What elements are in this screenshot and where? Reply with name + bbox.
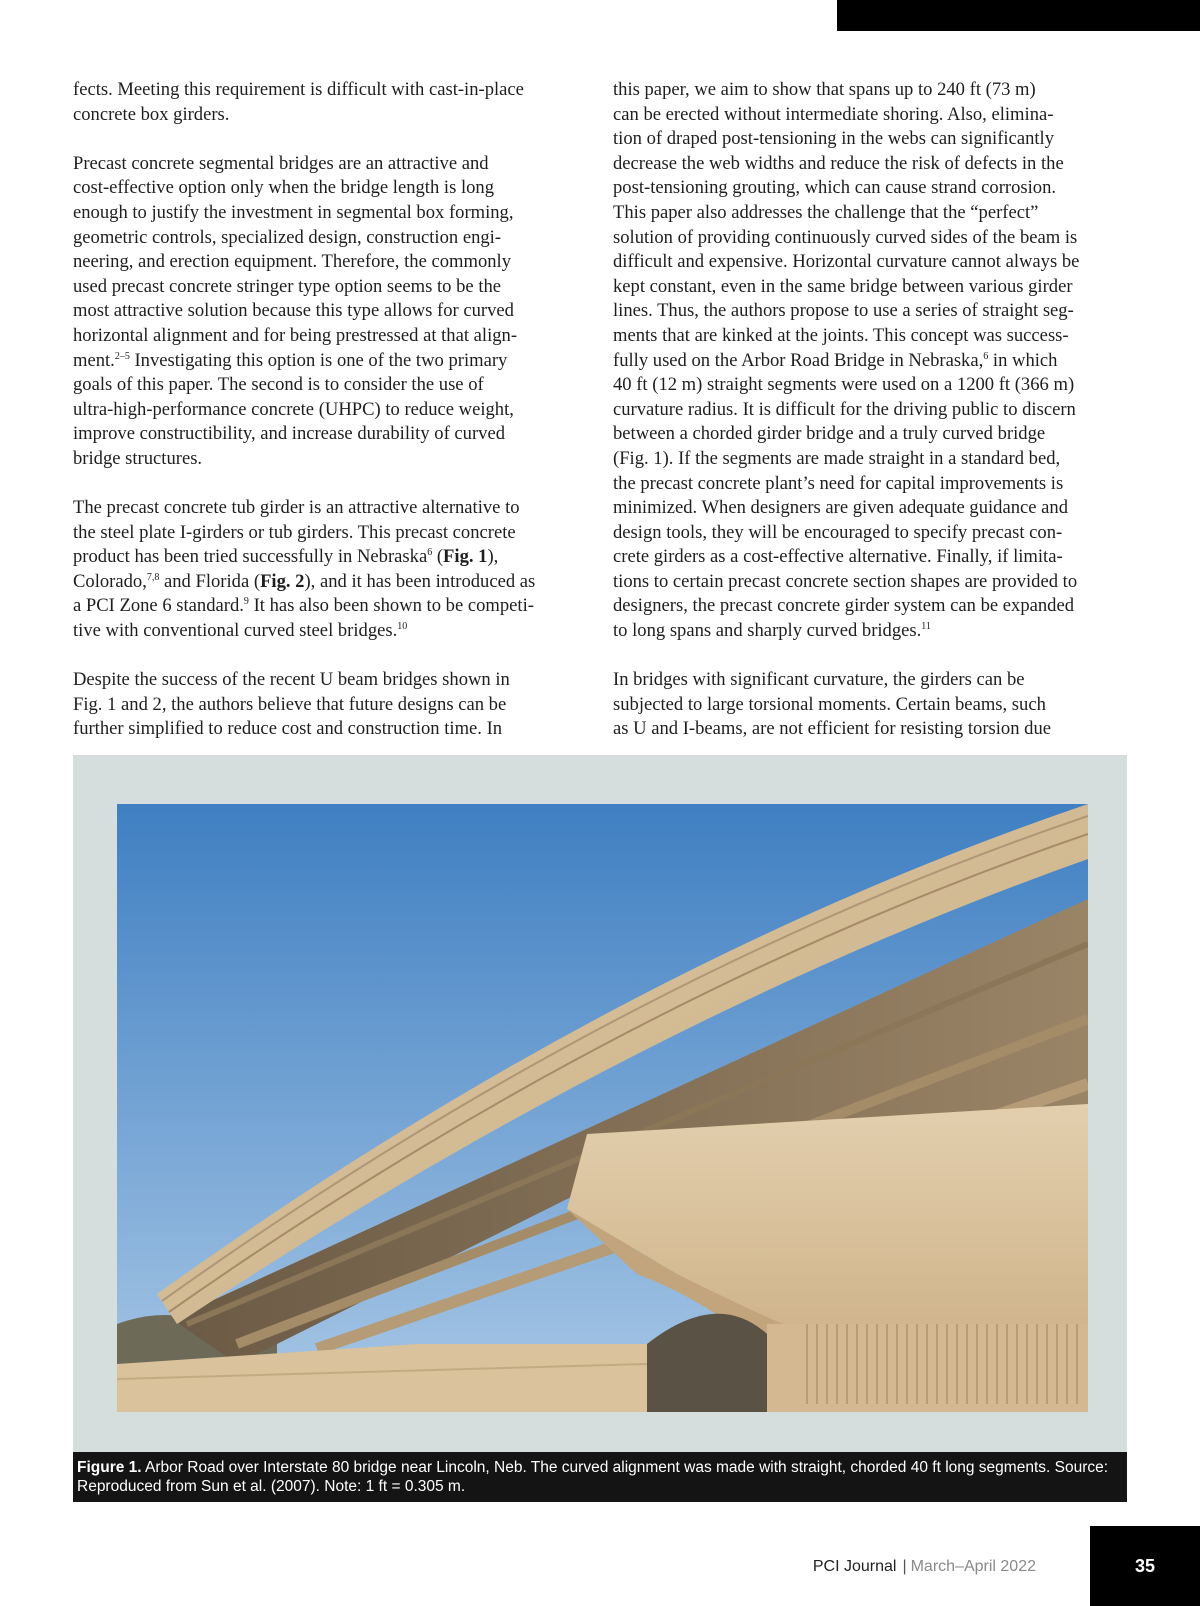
figure-ref[interactable]: Fig. 1 [443,546,488,568]
figure-ref[interactable]: Fig. 2 [260,570,305,592]
figure-caption [73,1452,1127,1502]
citation-ref: 7,8 [146,571,160,583]
footer-separator: | [902,1558,907,1575]
paragraph: In bridges with significant curvature, the girders can be subjected to large torsional moments. Certain beams, such as U and I-beams, are not efficient for resisting torsion due [613,669,1052,740]
page-number: 35 [1134,1555,1156,1576]
figure-label: Figure 1. [77,1459,142,1476]
figure-1 [73,755,1127,1502]
bridge-photo [117,804,1088,1412]
right-text-column [613,78,1128,767]
paragraph: Precast concrete segmental bridges are an attractive and cost-effective option only when the bridge length is long enough to justify the investment in segmental box forming, geometric controls, specialized design, construction engi- neering, and erection equipment. Therefore, the commonly used precast concrete stringer type option seems to be the most attractive solution because this type allows for curved horizontal alignment and for being prestressed at that align- ment.$^{2-5}$ Investigating this option is one of the two primary goals of this paper. The second is to consider the use of ultra-high-performance concrete (UHPC) to reduce weight, improve constructibility, and increase durability of curved bridge structures. [73,152,518,469]
citation-ref: 11 [921,621,931,633]
paragraph: Despite the success of the recent U beam bridges shown in Fig. 1 and 2, the authors believe that future designs can be further simplified to reduce cost and construction time. In [73,669,510,740]
journal-name: PCI Journal [812,1558,897,1575]
left-text-column [73,78,585,767]
citation-ref: 9 [243,596,249,608]
citation-ref: 2–5 [114,350,130,362]
paragraph: The precast concrete tub girder is an attractive alternative to the steel plate I-girders or tub girders. This precast concrete product has been tried successfully in Nebraska$^6$ (Fig. 1), Colorado,$^{7,8}$ and Florida (Fig. 2), and it has been introduced as a PCI Zone 6 standard.$^9$ It has also been shown to be competi- tive with conventional curved steel bridges.$^{10}$ [73,497,536,642]
citation-ref: 6 [427,547,433,559]
page-footer [813,1558,1036,1576]
caption-text: Arbor Road over Interstate 80 bridge near Lincoln, Neb. The curved alignment was made with straight, chorded 40 ft long segments. Source: Reproduced from Sun et al. (2007). Note: 1 ft = 0.305 m. [77,1459,1109,1495]
header-black-bar [837,0,1200,31]
page-number-box [1090,1526,1200,1606]
citation-ref: 6 [983,350,989,362]
paragraph: this paper, we aim to show that spans up to 240 ft (73 m) can be erected without intermediate shoring. Also, elimina- tion of draped post-tensioning in the webs can significantly decrease the web widths and reduce the risk of defects in the post-tensioning grouting, which can cause strand corrosion. This paper also addresses the challenge that the “perfect” solution of providing continuously curved sides of the beam is difficult and expensive. Horizontal curvature cannot always be kept constant, even in the same bridge between various girder lines. Thus, the authors propose to use a series of straight seg- ments that are kinked at the joints. This concept was success- fully used on the Arbor Road Bridge in Nebraska,$^6$ in which 40 ft (12 m) straight segments were used on a 1200 ft (366 m) curvature radius. It is difficult for the driving public to discern between a chorded girder bridge and a truly curved bridge (Fig. 1). If the segments are made straight in a standard bed, the precast concrete plant’s need for capital improvements is minimized. When designers are given adequate guidance and design tools, they will be encouraged to specify precast con- crete girders as a cost-effective alternative. Finally, if limita- tions to certain precast concrete section shapes are provided to designers, the precast concrete girder system can be expanded to long spans and sharply curved bridges.$^{11}$ [613,79,1080,642]
citation-ref: 10 [397,621,408,633]
issue-date: March–April 2022 [910,1558,1036,1575]
paragraph: fects. Meeting this requirement is difficult with cast-in-place concrete box girders. [73,79,524,125]
